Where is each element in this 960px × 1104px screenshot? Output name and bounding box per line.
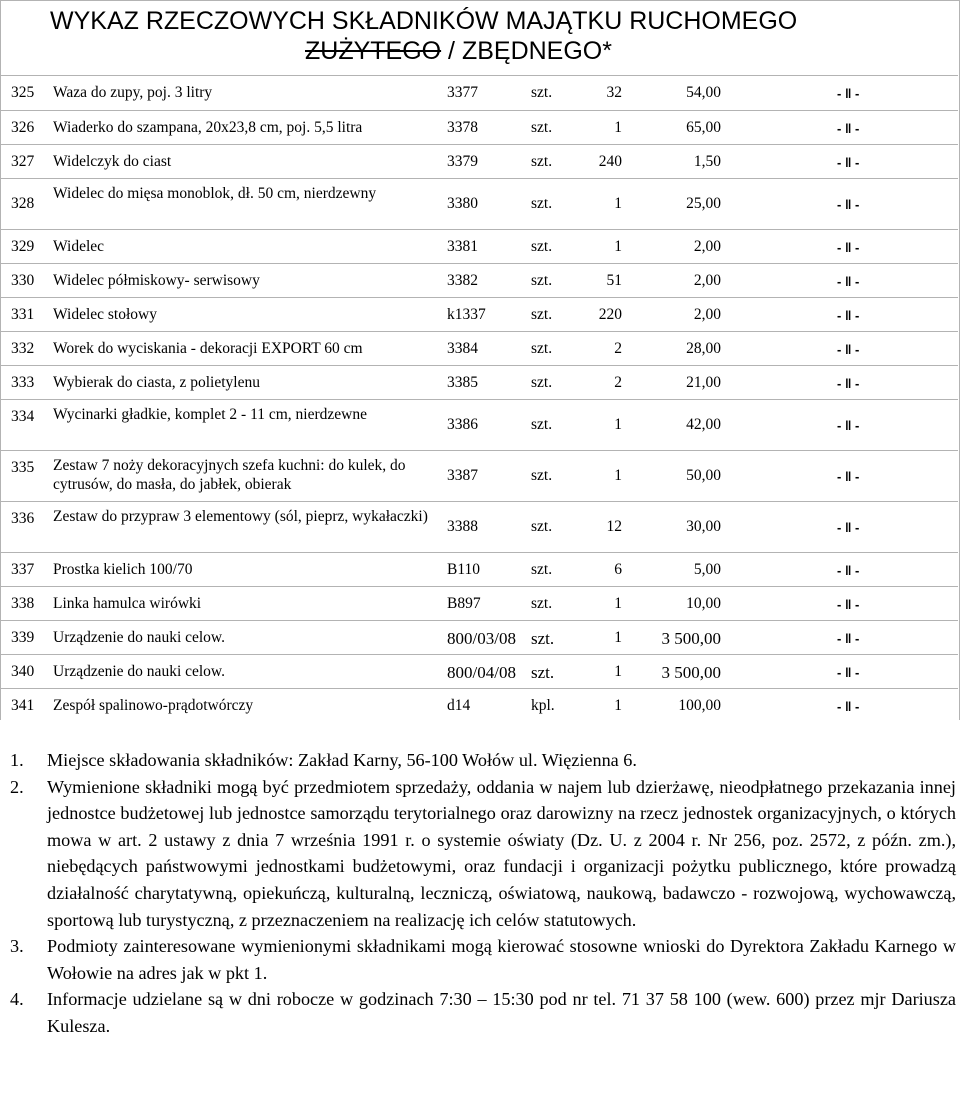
unit: szt.: [531, 373, 553, 391]
price: 10,00: [686, 594, 721, 612]
item-name: Urządzenie do nauki celow.: [53, 628, 225, 646]
item-name: Wycinarki gładkie, komplet 2 - 11 cm, nierdzewne: [53, 406, 367, 423]
table-row: [1, 399, 958, 451]
same-as-above-mark: - ǁ -: [837, 120, 860, 136]
row-number: 338: [11, 594, 35, 612]
item-name: Prostka kielich 100/70: [53, 560, 193, 578]
inventory-number: d14: [447, 696, 471, 714]
quantity: 51: [606, 271, 622, 289]
quantity: 1: [614, 662, 622, 680]
item-name: Zespół spalinowo-prądotwórczy: [53, 696, 254, 714]
table-row: [1, 501, 958, 553]
page-title: [50, 6, 930, 66]
same-as-above-mark: - ǁ -: [837, 239, 860, 255]
quantity: 1: [614, 118, 622, 136]
price: 2,00: [693, 271, 721, 289]
price: 28,00: [686, 339, 721, 357]
unit: szt.: [531, 467, 553, 484]
title-line-2: [50, 36, 930, 66]
quantity: 1: [614, 467, 622, 484]
item-name: Waza do zupy, poj. 3 litry: [53, 84, 213, 101]
same-as-above-mark: - ǁ -: [837, 197, 860, 212]
table-row: [1, 586, 958, 621]
price: 3 500,00: [661, 662, 721, 682]
same-as-above-mark: - ǁ -: [837, 307, 860, 323]
quantity: 6: [614, 560, 622, 578]
inventory-number: 3381: [447, 237, 478, 255]
item-name: Widelczyk do ciast: [53, 152, 172, 170]
unit: szt.: [531, 560, 553, 578]
same-as-above-mark: - ǁ -: [837, 562, 860, 578]
unit: szt.: [531, 237, 553, 255]
unit: szt.: [531, 628, 555, 648]
table-row: [1, 229, 958, 264]
table-row: [1, 688, 958, 723]
row-number: 339: [11, 628, 35, 646]
item-name: Worek do wyciskania - dekoracji EXPORT 60 cm: [53, 339, 363, 357]
table-row: [1, 450, 958, 502]
inventory-number: 3379: [447, 152, 478, 170]
unit: szt.: [531, 662, 555, 682]
same-as-above-mark: - ǁ -: [837, 698, 860, 714]
same-as-above-mark: - ǁ -: [837, 341, 860, 357]
table-row: [1, 110, 958, 145]
price: 100,00: [678, 696, 721, 714]
title-struck-word: ZUŻYTEGO: [305, 37, 442, 65]
price: 2,00: [693, 305, 721, 323]
unit: szt.: [531, 339, 553, 357]
inventory-number: B110: [447, 560, 481, 578]
row-number: 333: [11, 373, 35, 391]
row-number: 328: [11, 195, 35, 212]
item-name: Zestaw 7 noży dekoracyjnych szefa kuchni: do kulek, do cytrusów, do masła, do jabłek, obierak: [53, 457, 406, 493]
row-number: 330: [11, 271, 35, 289]
table-row: [1, 365, 958, 400]
item-name: Urządzenie do nauki celow.: [53, 662, 225, 680]
unit: szt.: [531, 271, 553, 289]
note-item: 4. Informacje udzielane są w dni robocze w godzinach 7:30 – 15:30 pod nr tel. 71 37 58 100 (wew. 600) przez mjr Dariusza Kulesza.: [10, 989, 956, 1036]
table-row: [1, 144, 958, 179]
row-number: 329: [11, 237, 35, 255]
same-as-above-mark: - ǁ -: [837, 154, 860, 170]
same-as-above-mark: - ǁ -: [837, 273, 860, 289]
quantity: 2: [614, 339, 622, 357]
title-rest: / ZBĘDNEGO*: [441, 37, 612, 65]
same-as-above-mark: - ǁ -: [837, 520, 860, 535]
unit: szt.: [531, 84, 553, 101]
inventory-number: k1337: [447, 305, 486, 323]
price: 21,00: [686, 373, 721, 391]
unit: szt.: [531, 416, 553, 433]
quantity: 1: [614, 696, 622, 714]
item-name: Wiaderko do szampana, 20x23,8 cm, poj. 5,5 litra: [53, 118, 363, 136]
table-row: [1, 552, 958, 587]
note-item: 1. Miejsce składowania składników: Zakład Karny, 56-100 Wołów ul. Więzienna 6.: [10, 750, 637, 770]
inventory-number: 3382: [447, 271, 478, 289]
table-row: [1, 654, 958, 689]
row-number: 331: [11, 305, 35, 323]
note-item: 2. Wymienione składniki mogą być przedmiotem sprzedaży, oddania w najem lub dzierżawę, nieodpłatnego przekazania innej jednostce budżetowej lub jednostce samorządu terytorialnego oraz darowizny na rzecz jednostek organizacyjnych, o których mowa w art. 2 ustawy z dnia 7 września 1991 r. o systemie oświaty (Dz. U. z 2004 r. Nr 256, poz. 2572, z późn. zm.), niebędących państwowymi jednostkami budżetowymi, oraz fundacji i organizacji pożytku publicznego, które prowadzą działalność charytatywną, opiekuńczą, kulturalną, leczniczą, oświatową, naukową, badawczo - rozwojową, wychowawczą, sportową lub turystyczną, z przeznaczeniem na realizację ich celów statutowych.: [10, 776, 956, 930]
inventory-number: 3380: [447, 195, 478, 212]
quantity: 12: [606, 518, 622, 535]
quantity: 1: [614, 237, 622, 255]
inventory-number: 800/03/08: [447, 628, 516, 648]
inventory-number: 3384: [447, 339, 478, 357]
inventory-number: B897: [447, 594, 481, 612]
quantity: 2: [614, 373, 622, 391]
unit: szt.: [531, 518, 553, 535]
table-row: [1, 263, 958, 298]
price: 1,50: [693, 152, 721, 170]
item-name: Widelec stołowy: [53, 305, 157, 323]
table-row: [1, 297, 958, 332]
same-as-above-mark: - ǁ -: [837, 596, 860, 612]
quantity: 1: [614, 628, 622, 646]
quantity: 32: [606, 84, 622, 101]
quantity: 220: [598, 305, 622, 323]
unit: szt.: [531, 118, 553, 136]
price: 42,00: [686, 416, 721, 433]
row-number: 336: [11, 510, 35, 527]
title-line-1: WYKAZ RZECZOWYCH SKŁADNIKÓW MAJĄTKU RUCHOMEGO: [50, 7, 798, 35]
row-number: 325: [11, 84, 35, 101]
price: 5,00: [693, 560, 721, 578]
row-number: 341: [11, 696, 35, 714]
item-name: Linka hamulca wirówki: [53, 594, 202, 612]
table-row: [1, 331, 958, 366]
row-number: 332: [11, 339, 35, 357]
price: 54,00: [686, 84, 721, 101]
item-name: Zestaw do przypraw 3 elementowy (sól, pieprz, wykałaczki): [53, 508, 428, 525]
same-as-above-mark: - ǁ -: [837, 86, 860, 101]
row-number: 335: [11, 459, 35, 476]
inventory-number: 3385: [447, 373, 478, 391]
quantity: 1: [614, 594, 622, 612]
price: 50,00: [686, 467, 721, 484]
same-as-above-mark: - ǁ -: [837, 469, 860, 484]
inventory-number: 800/04/08: [447, 662, 516, 682]
inventory-number: 3388: [447, 518, 478, 535]
table-row: [1, 75, 958, 111]
table-row: [1, 620, 958, 655]
inventory-number: 3386: [447, 416, 478, 433]
same-as-above-mark: - ǁ -: [837, 418, 860, 433]
item-name: Widelec do mięsa monoblok, dł. 50 cm, nierdzewny: [53, 185, 377, 202]
unit: kpl.: [531, 696, 555, 714]
price: 2,00: [693, 237, 721, 255]
inventory-number: 3377: [447, 84, 478, 101]
price: 3 500,00: [661, 628, 721, 648]
unit: szt.: [531, 594, 553, 612]
row-number: 337: [11, 560, 35, 578]
row-number: 340: [11, 662, 35, 680]
quantity: 240: [598, 152, 622, 170]
inventory-number: 3378: [447, 118, 478, 136]
notes-list: [10, 747, 956, 1040]
row-number: 327: [11, 152, 35, 170]
unit: szt.: [531, 152, 553, 170]
note-item: 3. Podmioty zainteresowane wymienionymi składnikami mogą kierować stosowne wnioski do Dyrektora Zakładu Karnego w Wołowie na adres jak w pkt 1.: [10, 936, 956, 983]
item-name: Widelec półmiskowy- serwisowy: [53, 271, 260, 289]
table-row: [1, 178, 958, 230]
same-as-above-mark: - ǁ -: [837, 630, 860, 646]
quantity: 1: [614, 195, 622, 212]
same-as-above-mark: - ǁ -: [837, 664, 860, 680]
same-as-above-mark: - ǁ -: [837, 375, 860, 391]
item-name: Widelec: [53, 237, 105, 255]
inventory-number: 3387: [447, 467, 478, 484]
quantity: 1: [614, 416, 622, 433]
price: 65,00: [686, 118, 721, 136]
price: 25,00: [686, 195, 721, 212]
unit: szt.: [531, 195, 553, 212]
item-name: Wybierak do ciasta, z polietylenu: [53, 373, 260, 391]
row-number: 326: [11, 118, 35, 136]
unit: szt.: [531, 305, 553, 323]
row-number: 334: [11, 408, 35, 425]
price: 30,00: [686, 518, 721, 535]
